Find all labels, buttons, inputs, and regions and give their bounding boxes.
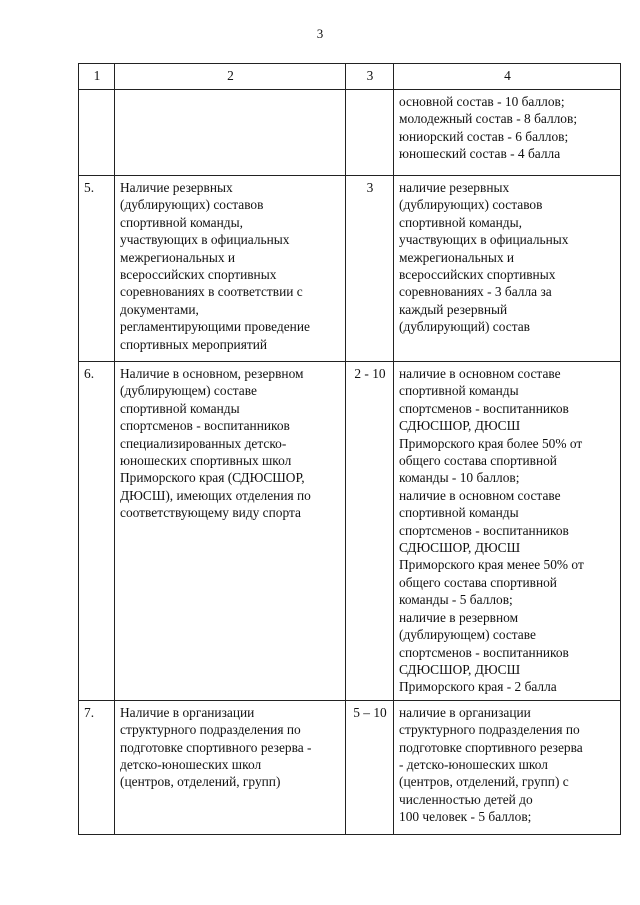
scoring-line: молодежный состав - 8 баллов; — [399, 111, 578, 127]
criterion-line: детско-юношеских школ — [120, 756, 262, 772]
scoring-line: СДЮСШОР, ДЮСШ — [399, 540, 521, 556]
column-header: 3 — [346, 64, 394, 90]
points-cell — [346, 90, 394, 176]
scoring-line: команды - 10 баллов; — [399, 470, 520, 486]
scoring-cell — [394, 700, 621, 834]
criterion-line: участвующих в официальных — [120, 232, 290, 248]
scoring-line: наличие в резервном — [399, 609, 519, 625]
table-row — [79, 90, 621, 176]
scoring-line: Приморского края менее 50% от — [399, 557, 584, 573]
points-cell: 5 – 10 — [346, 700, 394, 834]
scoring-line: структурного подразделения по — [399, 722, 580, 738]
scoring-line: юниорский состав - 6 баллов; — [399, 128, 569, 144]
criterion-line: (дублирующем) составе — [120, 383, 257, 399]
scoring-cell — [394, 176, 621, 362]
scoring-line: Приморского края - 2 балла — [399, 679, 557, 695]
criterion-line: спортсменов - воспитанников — [120, 418, 290, 434]
scoring-line: численностью детей до — [399, 791, 533, 807]
criterion-line: спортивной команды, — [120, 214, 243, 230]
criterion-line: спортивной команды — [120, 400, 240, 416]
table-header-row — [79, 64, 621, 90]
criterion-line: Наличие в основном, резервном — [120, 366, 304, 381]
points-cell: 3 — [346, 176, 394, 362]
scoring-line: спортивной команды, — [399, 214, 522, 230]
scoring-line: спортивной команды — [399, 505, 519, 521]
criteria-table — [78, 63, 621, 835]
row-number: 5. — [79, 176, 115, 362]
criterion-line: (дублирующих) составов — [120, 197, 264, 213]
scoring-line: наличие в основном составе — [399, 366, 561, 381]
scoring-line: наличие резервных — [399, 180, 510, 195]
scoring-cell — [394, 90, 621, 176]
criterion-line: соответствующему виду спорта — [120, 505, 301, 521]
criterion-line: Приморского края (СДЮСШОР, — [120, 470, 305, 486]
scoring-line: спортсменов - воспитанников — [399, 522, 569, 538]
scoring-line: межрегиональных и — [399, 249, 515, 265]
scoring-cell — [394, 362, 621, 701]
criterion-line: юношеских спортивных школ — [120, 453, 292, 469]
criterion-line: спортивных мероприятий — [120, 336, 268, 352]
scoring-line: (дублирующих) составов — [399, 197, 543, 213]
criterion-line: (центров, отделений, групп) — [120, 774, 281, 790]
scoring-line: наличие в основном составе — [399, 487, 561, 503]
scoring-line: (центров, отделений, групп) с — [399, 774, 569, 790]
criterion-line: подготовке спортивного резерва - — [120, 739, 312, 755]
scoring-line: СДЮСШОР, ДЮСШ — [399, 661, 521, 677]
criterion-line: Наличие в организации — [120, 704, 255, 720]
criterion-line: ДЮСШ), имеющих отделения по — [120, 487, 311, 503]
scoring-line: наличие в организации — [399, 704, 531, 720]
scoring-line: общего состава спортивной — [399, 574, 557, 590]
criterion-cell — [115, 362, 346, 701]
criterion-line: межрегиональных и — [120, 249, 236, 265]
scoring-line: юношеский состав - 4 балла — [399, 146, 561, 162]
scoring-line: участвующих в официальных — [399, 232, 569, 248]
scoring-line: спортсменов - воспитанников — [399, 644, 569, 660]
criterion-line: регламентирующими проведение — [120, 319, 310, 335]
scoring-line: Приморского края более 50% от — [399, 435, 583, 451]
row-number — [79, 90, 115, 176]
criterion-line: Наличие резервных — [120, 180, 233, 195]
criterion-line: специализированных детско- — [120, 435, 287, 451]
scoring-line: (дублирующем) составе — [399, 627, 536, 643]
scoring-line: основной состав - 10 баллов; — [399, 94, 565, 109]
table-row — [79, 700, 621, 834]
scoring-line: каждый резервный — [399, 301, 508, 317]
scoring-line: соревнованиях - 3 балла за — [399, 284, 552, 300]
page-number: 3 — [316, 26, 324, 41]
scoring-line: общего состава спортивной — [399, 453, 557, 469]
criterion-cell — [115, 700, 346, 834]
scoring-line: - детско-юношеских школ — [399, 756, 548, 772]
table-row — [79, 362, 621, 701]
criterion-cell — [115, 90, 346, 176]
scoring-line: всероссийских спортивных — [399, 267, 556, 283]
criterion-line: всероссийских спортивных — [120, 267, 277, 283]
row-number: 6. — [79, 362, 115, 701]
column-header: 2 — [115, 64, 346, 90]
scoring-line: 100 человек - 5 баллов; — [399, 809, 532, 825]
scoring-line: команды - 5 баллов; — [399, 592, 513, 608]
criterion-cell — [115, 176, 346, 362]
scoring-line: спортивной команды — [399, 383, 519, 399]
scoring-line: спортсменов - воспитанников — [399, 400, 569, 416]
table-row — [79, 176, 621, 362]
criterion-line: структурного подразделения по — [120, 722, 301, 738]
column-header: 1 — [79, 64, 115, 90]
points-cell: 2 - 10 — [346, 362, 394, 701]
criterion-line: документами, — [120, 301, 199, 317]
scoring-line: (дублирующий) состав — [399, 319, 530, 335]
column-header: 4 — [394, 64, 621, 90]
scoring-line: СДЮСШОР, ДЮСШ — [399, 418, 521, 434]
criterion-line: соревнованиях в соответствии с — [120, 284, 303, 300]
row-number: 7. — [79, 700, 115, 834]
scoring-line: подготовке спортивного резерва — [399, 739, 583, 755]
